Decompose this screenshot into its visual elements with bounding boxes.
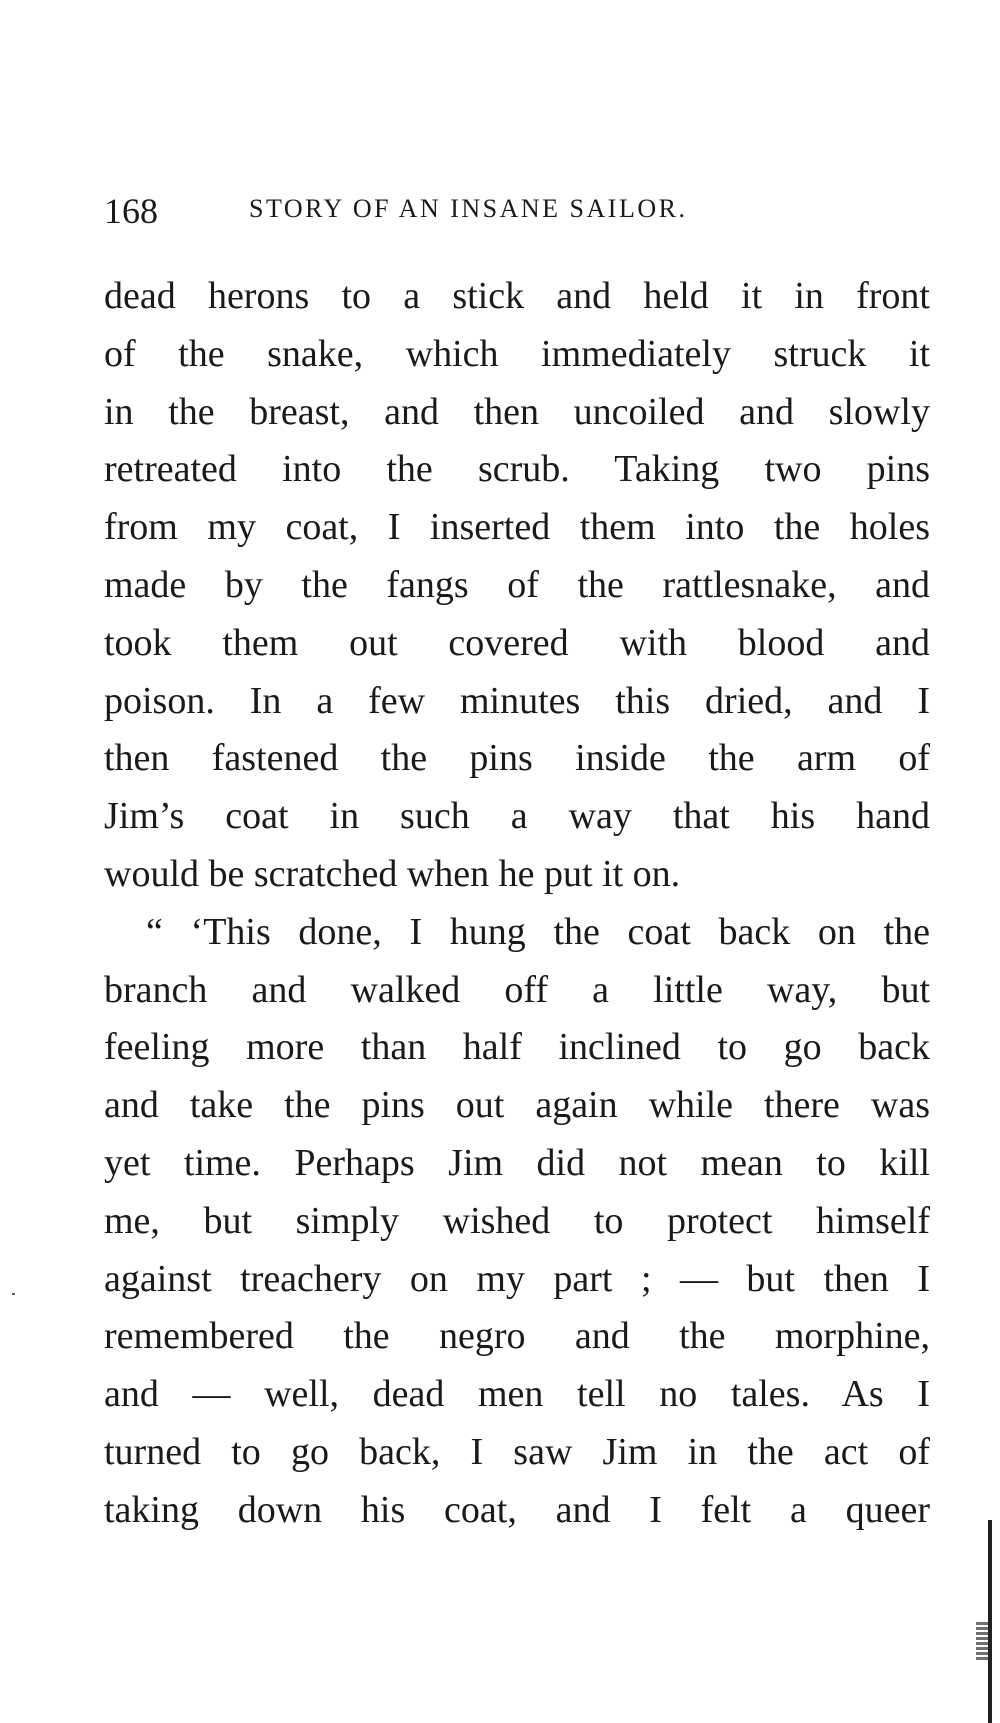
text-line: turned to go back, I saw Jim in the act of (104, 1430, 930, 1473)
text-line: from my coat, I inserted them into the holes (104, 506, 930, 549)
running-title: STORY OF AN INSANE SAILOR. (249, 194, 688, 223)
text-line: and take the pins out again while there was (104, 1084, 930, 1127)
text-line: poison. In a few minutes this dried, and I (104, 679, 930, 722)
page-number: 168 (104, 191, 158, 231)
text-line: took them out covered with blood and (104, 621, 930, 664)
scan-speck (12, 1293, 15, 1295)
text-line: would be scratched when he put it on. (104, 852, 681, 895)
text-line: branch and walked off a little way, but (104, 968, 930, 1011)
text-line: yet time. Perhaps Jim did not mean to kill (104, 1141, 930, 1184)
text-line: of the snake, which immediately struck it (104, 332, 930, 375)
text-line: and — well, dead men tell no tales. As I (104, 1373, 930, 1416)
text-line: retreated into the scrub. Taking two pins (104, 448, 930, 491)
text-line: taking down his coat, and I felt a queer (104, 1488, 930, 1531)
text-line: “ ‘This done, I hung the coat back on the (146, 910, 930, 953)
body-text (104, 268, 930, 1540)
text-line: dead herons to a stick and held it in front (104, 275, 930, 317)
text-line: remembered the negro and the morphine, (104, 1315, 930, 1358)
text-line: in the breast, and then uncoiled and slowly (104, 390, 930, 433)
text-line: against treachery on my part ; — but then I (104, 1257, 930, 1300)
text-line: feeling more than half inclined to go back (104, 1026, 930, 1069)
text-line: Jim’s coat in such a way that his hand (104, 795, 930, 838)
running-head (104, 190, 934, 230)
page-edge-shadow (988, 1520, 992, 1723)
scan-artifact (976, 1622, 988, 1660)
text-line: made by the fangs of the rattlesnake, and (104, 563, 930, 606)
text-line: then fastened the pins inside the arm of (104, 737, 930, 780)
text-line: me, but simply wished to protect himself (104, 1199, 930, 1242)
